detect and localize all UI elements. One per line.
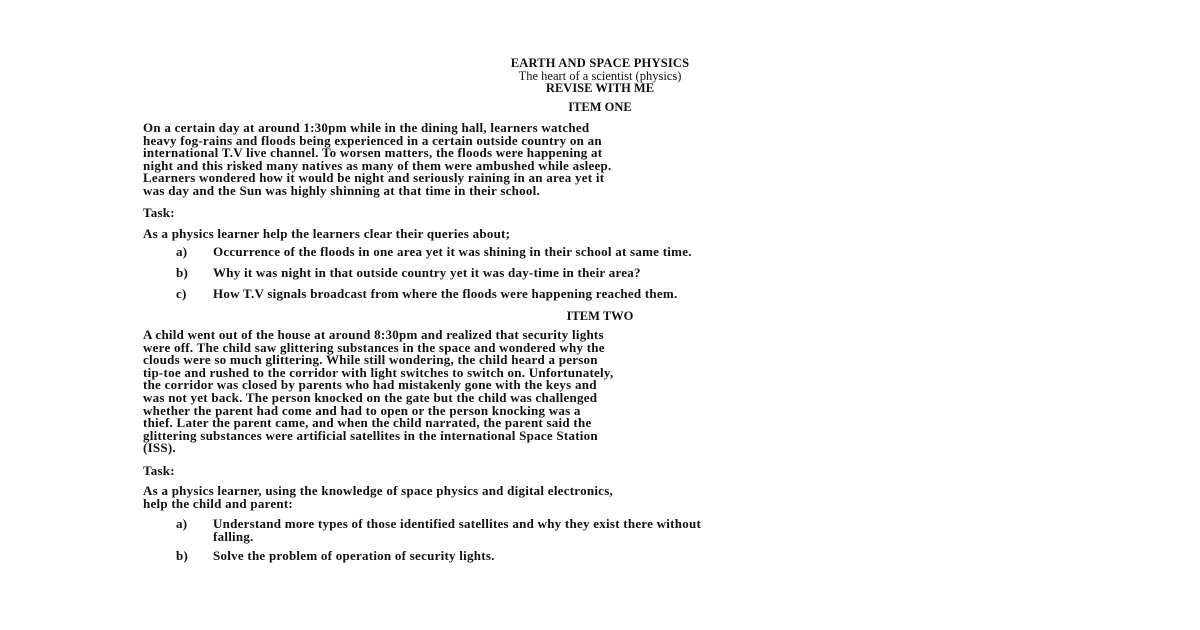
item-one-task-label: Task: — [143, 205, 175, 220]
item-one-list-item — [176, 288, 1066, 301]
item-two-task-intro: As a physics learner, using the knowledge of space physics and digital electronics, help the child and parent: — [143, 483, 614, 511]
list-item-text: Why it was night in that outside country yet it was day-time in their area? — [213, 265, 641, 280]
list-item-text: How T.V signals broadcast from where the floods were happening reached them. — [213, 286, 678, 301]
revise-heading: REVISE WITH ME — [545, 81, 655, 95]
item-one-task-intro: As a physics learner help the learners clear their queries about; — [143, 226, 511, 241]
list-marker: b) — [176, 548, 189, 563]
item-one-paragraph: On a certain day at around 1:30pm while in the dining hall, learners watched heavy fog-rains and floods being experienced in a certain outside country on an international T.V live channel. To worsen matters, the floods were happening at night and this risked many natives as many of them were ambushed while asleep. Learners wondered how it would be night and seriously raining in an area yet it was day and the Sun was highly shinning at that time in their school. — [143, 120, 612, 198]
document-header — [0, 57, 1200, 95]
item-two-task-label: Task: — [143, 463, 175, 478]
list-marker: c) — [176, 286, 187, 301]
list-marker: a) — [176, 244, 188, 259]
document-title: EARTH AND SPACE PHYSICS — [510, 56, 690, 70]
document-subtitle: The heart of a scientist (physics) — [518, 68, 682, 83]
item-one-list-item — [176, 246, 1066, 259]
list-item-text: Understand more types of those identified satellites and why they exist there without falling. — [213, 516, 702, 544]
list-item-text: Occurrence of the floods in one area yet it was shining in their school at same time. — [213, 244, 692, 259]
item-one-list-item — [176, 267, 1066, 280]
item-two-paragraph: A child went out of the house at around 8:30pm and realized that security lights were off. The child saw glittering substances in the space and wondered why the clouds were so much glittering. While still wondering, the child heard a person tip-toe and rushed to the corridor with light switches to switch on. Unfortunately, the corridor was closed by parents who had mistakenly gone with the keys and was not yet back. The person knocked on the gate but the child was challenged whether the parent had come and had to open or the person knocking was a thief. Later the parent came, and when the child narrated, the parent said the glittering substances were artificial satellites in the international Space Station (ISS). — [143, 327, 614, 456]
item-two-heading: ITEM TWO — [566, 309, 634, 323]
item-two-list-item — [176, 518, 1066, 543]
list-item-text: Solve the problem of operation of security lights. — [213, 548, 495, 563]
item-two-list-item — [176, 550, 1066, 563]
item-one-heading: ITEM ONE — [568, 100, 632, 114]
list-marker: b) — [176, 265, 189, 280]
list-marker: a) — [176, 516, 188, 531]
